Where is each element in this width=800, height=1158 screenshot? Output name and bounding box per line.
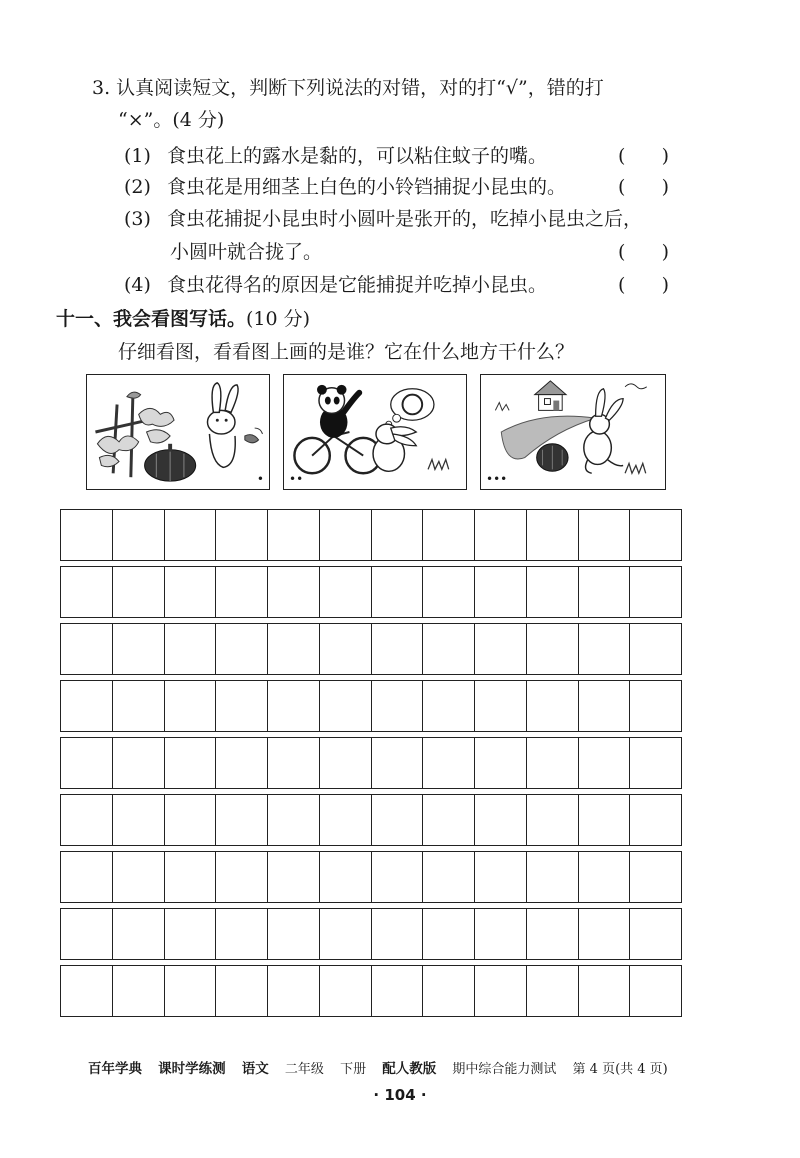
writing-cell[interactable] xyxy=(113,681,165,731)
writing-cell[interactable] xyxy=(630,738,681,788)
answer-blank-4[interactable]: ( ) xyxy=(618,274,670,296)
writing-cell[interactable] xyxy=(475,795,527,845)
writing-cell[interactable] xyxy=(475,966,527,1016)
writing-cell[interactable] xyxy=(475,510,527,560)
writing-cell[interactable] xyxy=(630,567,681,617)
writing-cell[interactable] xyxy=(475,738,527,788)
picture-number-marker: • xyxy=(256,472,264,486)
answer-blank-2[interactable]: ( ) xyxy=(618,176,670,198)
q3-item-text: 食虫花得名的原因是它能捕捉并吃掉小昆虫。 xyxy=(166,274,547,296)
writing-cell[interactable] xyxy=(268,624,320,674)
footer-edition: 配人教版 xyxy=(382,1061,437,1077)
writing-cell[interactable] xyxy=(372,510,424,560)
writing-cell[interactable] xyxy=(216,567,268,617)
rabbit-rolling-pumpkin-illustration xyxy=(481,375,665,489)
writing-cell[interactable] xyxy=(165,966,217,1016)
q3-item-num: (1) xyxy=(124,145,151,167)
writing-cell[interactable] xyxy=(630,966,681,1016)
writing-cell[interactable] xyxy=(372,852,424,902)
writing-cell[interactable] xyxy=(527,966,579,1016)
writing-cell[interactable] xyxy=(165,738,217,788)
writing-cell[interactable] xyxy=(113,966,165,1016)
rabbit-pumpkin-illustration xyxy=(87,375,269,489)
writing-cell[interactable] xyxy=(113,567,165,617)
footer-grade: 二年级 xyxy=(284,1062,324,1077)
writing-cell[interactable] xyxy=(475,852,527,902)
writing-cell[interactable] xyxy=(320,966,372,1016)
writing-cell[interactable] xyxy=(579,681,631,731)
q3-item-1 xyxy=(124,144,547,168)
grid-row xyxy=(60,680,682,732)
writing-cell[interactable] xyxy=(113,909,165,959)
grid-row xyxy=(60,737,682,789)
footer-subject: 语文 xyxy=(241,1061,269,1077)
writing-cell[interactable] xyxy=(61,681,113,731)
writing-cell[interactable] xyxy=(372,966,424,1016)
q3-item-2 xyxy=(124,175,566,199)
section-score: (10 分) xyxy=(246,308,311,330)
writing-cell[interactable] xyxy=(61,852,113,902)
writing-cell[interactable] xyxy=(165,795,217,845)
answer-blank-3[interactable]: ( ) xyxy=(618,241,670,263)
writing-cell[interactable] xyxy=(216,681,268,731)
writing-cell[interactable] xyxy=(423,852,475,902)
page-number: · 104 · xyxy=(373,1086,427,1104)
q3-item-num: (2) xyxy=(124,176,151,198)
grid-row xyxy=(60,851,682,903)
q3-item-3-line2: 小圆叶就合拢了。 xyxy=(170,241,323,263)
writing-cell[interactable] xyxy=(268,909,320,959)
grid-row xyxy=(60,566,682,618)
writing-cell[interactable] xyxy=(423,966,475,1016)
writing-cell[interactable] xyxy=(216,966,268,1016)
writing-cell[interactable] xyxy=(527,738,579,788)
writing-cell[interactable] xyxy=(423,624,475,674)
writing-cell[interactable] xyxy=(372,795,424,845)
writing-cell[interactable] xyxy=(113,510,165,560)
q3-item-text: 食虫花是用细茎上白色的小铃铛捕捉小昆虫的。 xyxy=(166,176,566,198)
writing-cell[interactable] xyxy=(630,909,681,959)
q3-item-num: (4) xyxy=(124,274,151,296)
writing-cell[interactable] xyxy=(61,795,113,845)
writing-cell[interactable] xyxy=(320,909,372,959)
writing-cell[interactable] xyxy=(216,909,268,959)
footer-brand: 百年学典 xyxy=(88,1061,142,1077)
writing-cell[interactable] xyxy=(423,909,475,959)
footer-series: 课时学练测 xyxy=(158,1061,226,1077)
page-footer xyxy=(88,1057,680,1077)
writing-cell[interactable] xyxy=(113,624,165,674)
writing-cell[interactable] xyxy=(630,510,681,560)
writing-cell[interactable] xyxy=(216,738,268,788)
writing-cell[interactable] xyxy=(527,567,579,617)
writing-cell[interactable] xyxy=(61,567,113,617)
writing-cell[interactable] xyxy=(320,795,372,845)
q3-item-4 xyxy=(124,273,547,297)
writing-cell[interactable] xyxy=(527,624,579,674)
writing-cell[interactable] xyxy=(527,510,579,560)
section-11-heading xyxy=(56,307,310,331)
footer-page-info: 第 4 页(共 4 页) xyxy=(572,1062,668,1077)
q3-item-3 xyxy=(124,207,642,231)
writing-cell[interactable] xyxy=(268,852,320,902)
writing-cell[interactable] xyxy=(579,738,631,788)
writing-cell[interactable] xyxy=(320,624,372,674)
writing-cell[interactable] xyxy=(475,567,527,617)
writing-cell[interactable] xyxy=(113,795,165,845)
writing-cell[interactable] xyxy=(165,852,217,902)
writing-cell[interactable] xyxy=(61,738,113,788)
writing-cell[interactable] xyxy=(579,624,631,674)
writing-cell[interactable] xyxy=(527,681,579,731)
writing-cell[interactable] xyxy=(320,567,372,617)
writing-cell[interactable] xyxy=(579,795,631,845)
writing-cell[interactable] xyxy=(165,624,217,674)
writing-cell[interactable] xyxy=(216,852,268,902)
section-title: 十一、我会看图写话。 xyxy=(56,308,247,330)
writing-cell[interactable] xyxy=(61,510,113,560)
writing-cell[interactable] xyxy=(579,966,631,1016)
writing-cell[interactable] xyxy=(268,966,320,1016)
writing-cell[interactable] xyxy=(423,795,475,845)
writing-cell[interactable] xyxy=(630,624,681,674)
writing-cell[interactable] xyxy=(165,567,217,617)
writing-cell[interactable] xyxy=(268,795,320,845)
section-11-prompt: 仔细看图，看看图上画的是谁？它在什么地方干什么？ xyxy=(118,341,575,363)
writing-cell[interactable] xyxy=(630,852,681,902)
q3-intro-line1: 3. 认真阅读短文，判断下列说法的对错，对的打“√”，错的打 xyxy=(92,77,604,99)
writing-cell[interactable] xyxy=(320,852,372,902)
picture-number-marker: ••• xyxy=(486,472,508,486)
writing-cell[interactable] xyxy=(61,624,113,674)
writing-cell[interactable] xyxy=(320,510,372,560)
writing-cell[interactable] xyxy=(475,624,527,674)
picture-number-marker: •• xyxy=(289,472,304,486)
writing-cell[interactable] xyxy=(579,510,631,560)
writing-cell[interactable] xyxy=(268,681,320,731)
writing-cell[interactable] xyxy=(475,909,527,959)
picture-panel-1 xyxy=(86,374,270,490)
writing-cell[interactable] xyxy=(61,966,113,1016)
writing-cell[interactable] xyxy=(423,738,475,788)
writing-cell[interactable] xyxy=(320,681,372,731)
grid-row xyxy=(60,794,682,846)
writing-cell[interactable] xyxy=(423,567,475,617)
writing-cell[interactable] xyxy=(372,738,424,788)
writing-cell[interactable] xyxy=(579,852,631,902)
writing-cell[interactable] xyxy=(165,909,217,959)
footer-volume: 下册 xyxy=(340,1062,367,1077)
writing-cell[interactable] xyxy=(372,624,424,674)
writing-cell[interactable] xyxy=(630,795,681,845)
writing-cell[interactable] xyxy=(216,795,268,845)
writing-cell[interactable] xyxy=(268,510,320,560)
writing-cell[interactable] xyxy=(579,567,631,617)
writing-cell[interactable] xyxy=(372,909,424,959)
picture-panel-2 xyxy=(283,374,467,490)
q3-item-text: 食虫花上的露水是黏的，可以粘住蚊子的嘴。 xyxy=(166,145,547,167)
writing-cell[interactable] xyxy=(61,909,113,959)
q3-item-text: 食虫花捕捉小昆虫时小圆叶是张开的，吃掉小昆虫之后， xyxy=(166,208,642,230)
writing-cell[interactable] xyxy=(475,681,527,731)
writing-cell[interactable] xyxy=(216,510,268,560)
writing-cell[interactable] xyxy=(423,681,475,731)
writing-cell[interactable] xyxy=(165,510,217,560)
writing-cell[interactable] xyxy=(113,852,165,902)
answer-blank-1[interactable]: ( ) xyxy=(618,145,670,167)
footer-test: 期中综合能力测试 xyxy=(452,1062,557,1077)
writing-cell[interactable] xyxy=(372,567,424,617)
writing-cell[interactable] xyxy=(527,909,579,959)
writing-cell[interactable] xyxy=(165,681,217,731)
writing-cell[interactable] xyxy=(372,681,424,731)
grid-row xyxy=(60,908,682,960)
writing-cell[interactable] xyxy=(320,738,372,788)
grid-row xyxy=(60,965,682,1017)
writing-cell[interactable] xyxy=(579,909,631,959)
panda-bicycle-illustration xyxy=(284,375,466,489)
grid-row xyxy=(60,509,682,561)
writing-cell[interactable] xyxy=(268,567,320,617)
writing-cell[interactable] xyxy=(113,738,165,788)
writing-cell[interactable] xyxy=(423,510,475,560)
q3-intro-line2: “×”。(4 分) xyxy=(118,109,225,131)
writing-cell[interactable] xyxy=(216,624,268,674)
grid-row xyxy=(60,623,682,675)
writing-cell[interactable] xyxy=(268,738,320,788)
writing-cell[interactable] xyxy=(527,852,579,902)
writing-cell[interactable] xyxy=(630,681,681,731)
q3-item-num: (3) xyxy=(124,208,151,230)
writing-cell[interactable] xyxy=(527,795,579,845)
picture-panel-3 xyxy=(480,374,666,490)
